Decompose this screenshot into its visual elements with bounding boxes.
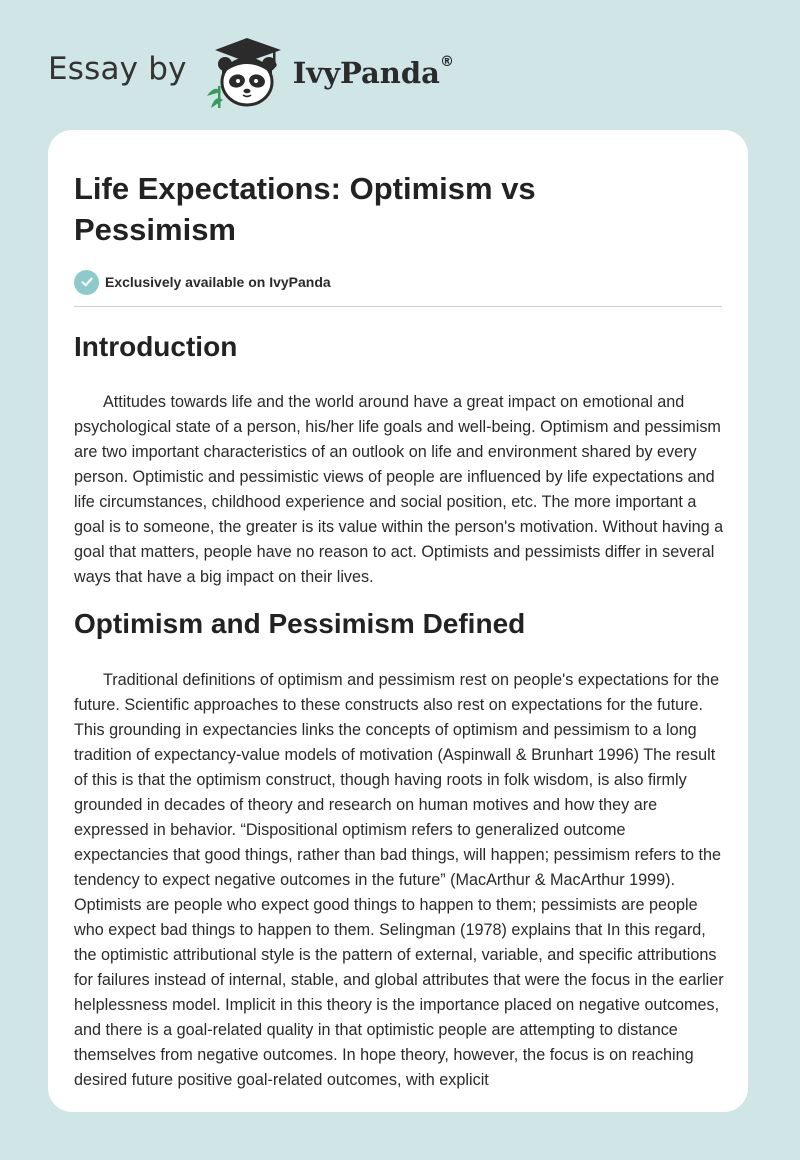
exclusive-badge (74, 269, 722, 295)
registered-mark: ® (439, 54, 454, 70)
exclusive-badge-label: Exclusively available on IvyPanda (105, 274, 331, 290)
brand-name[interactable] (293, 56, 454, 90)
divider (74, 306, 722, 307)
section-paragraph-introduction: Attitudes towards life and the world around have a great impact on emotional and psychological state of a person, his/her life goals and well-being. Optimism and pessimism are two important characteristics of an outlook on life and environment shared by every person. Optimistic and pessimistic views of people are influenced by life expectations and life circumstances, childhood experience and social position, etc. The more important a goal is to someone, the greater is its value within the person's motivation. Without having a goal that matters, people have no reason to act. Optimists and pessimists differ in several ways that have a big impact on their lives. (74, 393, 724, 586)
check-circle-icon (74, 270, 99, 295)
essay-card (48, 130, 748, 1112)
section-paragraph-definitions: Traditional definitions of optimism and pessimism rest on people's expectations for the future. Scientific approaches to these constructs also rest on expectations for the future. This grounding in expectancies links the concepts of optimism and pessimism to a long tradition of expectancy-value models of motivation (Aspinwall & Brunhart 1996) The result of this is that the optimism construct, though having roots in folk wisdom, is also firmly grounded in decades of theory and research on human motives and how they are expressed in behavior. “Dispositional optimism refers to generalized outcome expectancies that good things, rather than bad things, will happen; pessimism refers to the tendency to expect negative outcomes in the future” (MacArthur & MacArthur 1999). Optimists are people who expect good things to happen to them; pessimists are people who expect bad things to happen to them. Selingman (1978) explains that In this regard, the optimistic attributional style is the pattern of external, variable, and specific attributions for failures instead of internal, stable, and global attributes that were the focus in the earlier helplessness model. Implicit in this theory is the importance placed on negative outcomes, and there is a goal-related quality in that optimistic people are attempting to distance themselves from negative outcomes. In hope theory, however, the focus is on reaching desired future positive goal-related outcomes, with explicit (74, 671, 724, 1089)
brand-label: IvyPanda (292, 56, 440, 90)
panda-logo-icon[interactable] (201, 34, 293, 110)
essay-title: Life Expectations: Optimism vs Pessimism (74, 171, 536, 247)
section-heading-definitions: Optimism and Pessimism Defined (74, 608, 526, 639)
essay-by-label: Essay by (48, 51, 187, 87)
site-header (48, 34, 508, 110)
section-heading-introduction: Introduction (74, 331, 238, 362)
